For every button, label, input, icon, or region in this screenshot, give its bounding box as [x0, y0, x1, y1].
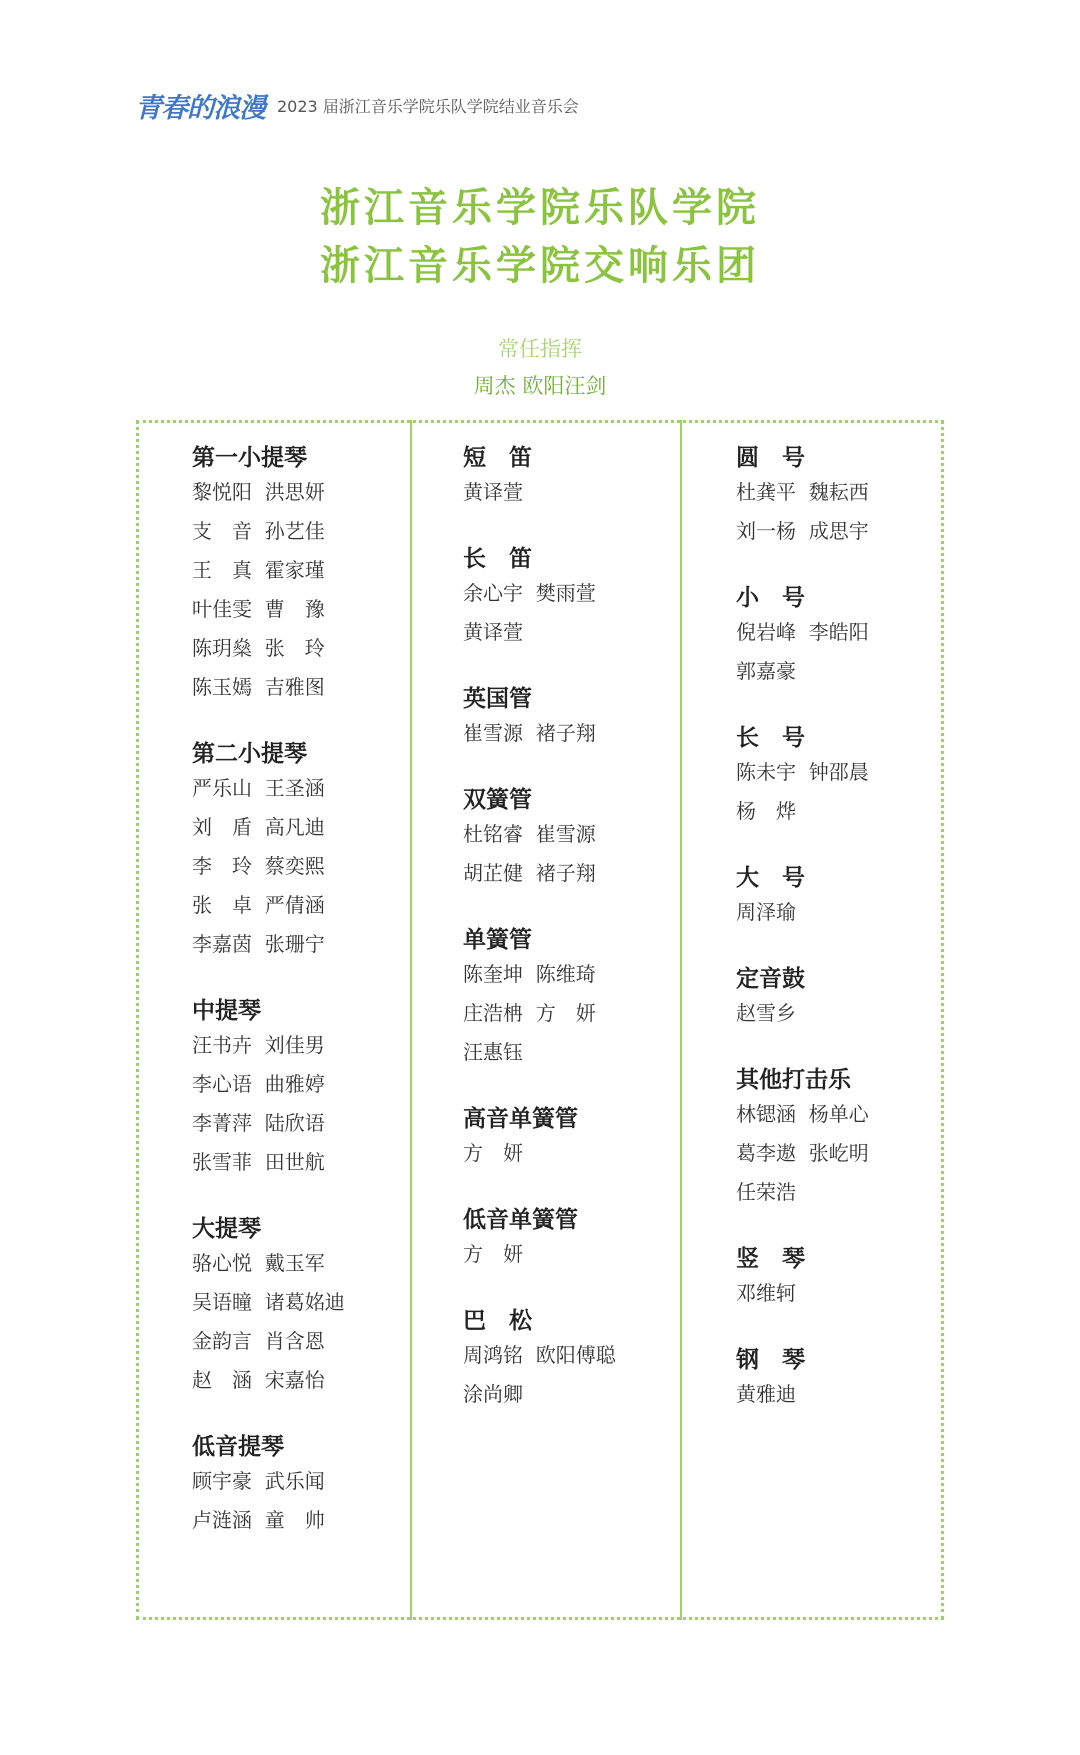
instrument-section [463, 685, 616, 746]
instrument-section [736, 864, 869, 925]
member-names: 黎悦阳 洪思妍 [192, 480, 325, 504]
member-names: 杜龚平 魏耘西 [736, 480, 869, 504]
instrument-section [736, 724, 869, 824]
member-names: 杨 烨 [736, 799, 796, 823]
roster-column-brass-percussion [736, 444, 869, 1447]
member-names: 任荣浩 [736, 1180, 796, 1204]
section-title: 第二小提琴 [192, 741, 307, 767]
section-title: 第一小提琴 [192, 445, 307, 471]
title-line-1: 浙江音乐学院乐队学院 [320, 185, 760, 231]
member-names: 刘 盾 高凡迪 [192, 815, 325, 839]
section-title: 长 笛 [463, 546, 532, 572]
member-names: 周泽瑜 [736, 900, 796, 924]
instrument-section [192, 444, 345, 700]
section-title: 圆 号 [736, 445, 805, 471]
member-names: 方 妍 [463, 1242, 523, 1266]
member-names: 陈玉嫣 吉雅图 [192, 675, 325, 699]
instrument-section [463, 444, 616, 505]
roster-column-woodwinds [463, 444, 616, 1447]
member-names: 李心语 曲雅婷 [192, 1072, 325, 1096]
member-names: 汪惠钰 [463, 1040, 523, 1064]
member-names: 黄译萱 [463, 480, 523, 504]
instrument-section [463, 1206, 616, 1267]
roster-column-strings [192, 444, 345, 1573]
member-names: 林锶涵 杨单心 [736, 1102, 869, 1126]
section-title: 钢 琴 [736, 1347, 805, 1373]
member-names: 卢涟涵 童 帅 [192, 1508, 325, 1532]
section-title: 竖 琴 [736, 1246, 805, 1272]
page-header [135, 86, 579, 125]
member-names: 庄浩柟 方 妍 [463, 1001, 596, 1025]
member-names: 张雪菲 田世航 [192, 1150, 325, 1174]
section-title: 单簧管 [463, 927, 532, 953]
member-names: 涂尚卿 [463, 1382, 523, 1406]
member-names: 刘一杨 成思宇 [736, 519, 869, 543]
section-title: 长 号 [736, 725, 805, 751]
member-names: 陈奎坤 陈维琦 [463, 962, 596, 986]
member-names: 黄雅迪 [736, 1382, 796, 1406]
member-names: 李嘉茵 张珊宁 [192, 932, 325, 956]
conductor-names: 周杰 欧阳汪剑 [473, 374, 607, 398]
member-names: 叶佳雯 曹 豫 [192, 597, 325, 621]
member-names: 骆心悦 戴玉军 [192, 1251, 325, 1275]
column-divider [410, 420, 412, 1620]
section-title: 巴 松 [463, 1308, 532, 1334]
member-names: 严乐山 王圣涵 [192, 776, 325, 800]
member-names: 吴语瞳 诸葛姳迪 [192, 1290, 345, 1314]
member-names: 李菁萍 陆欣语 [192, 1111, 325, 1135]
member-names: 郭嘉豪 [736, 659, 796, 683]
member-names: 支 音 孙艺佳 [192, 519, 325, 543]
instrument-section [192, 1215, 345, 1393]
member-names: 葛李遨 张屹明 [736, 1141, 869, 1165]
member-names: 杜铭睿 崔雪源 [463, 822, 596, 846]
instrument-section [463, 926, 616, 1065]
member-names: 赵雪乡 [736, 1001, 796, 1025]
section-title: 小 号 [736, 585, 805, 611]
member-names: 陈未宇 钟邵晨 [736, 760, 869, 784]
member-names: 金韵言 肖含恩 [192, 1329, 325, 1353]
member-names: 李 玲 蔡奕熙 [192, 854, 325, 878]
section-title: 定音鼓 [736, 966, 805, 992]
header-subtitle: 2023 届浙江音乐学院乐队学院结业音乐会 [277, 97, 579, 116]
member-names: 顾宇豪 武乐闻 [192, 1469, 325, 1493]
logo: 青春的浪漫 [135, 93, 265, 124]
member-names: 余心宇 樊雨萱 [463, 581, 596, 605]
title-line-2: 浙江音乐学院交响乐团 [320, 243, 760, 289]
section-title: 低音单簧管 [463, 1207, 578, 1233]
instrument-section [192, 1433, 345, 1533]
instrument-section [736, 1066, 869, 1205]
member-names: 张 卓 严倩涵 [192, 893, 325, 917]
instrument-section [192, 997, 345, 1175]
column-divider [680, 420, 682, 1620]
instrument-section [463, 786, 616, 886]
member-names: 汪书卉 刘佳男 [192, 1033, 325, 1057]
instrument-section [736, 1346, 869, 1407]
member-names: 邓维轲 [736, 1281, 796, 1305]
instrument-section [192, 740, 345, 957]
member-names: 方 妍 [463, 1141, 523, 1165]
member-names: 周鸿铭 欧阳傅聪 [463, 1343, 616, 1367]
instrument-section [736, 965, 869, 1026]
member-names: 陈玥燊 张 玲 [192, 636, 325, 660]
section-title: 双簧管 [463, 787, 532, 813]
section-title: 英国管 [463, 686, 532, 712]
member-names: 崔雪源 褚子翔 [463, 721, 596, 745]
member-names: 倪岩峰 李皓阳 [736, 620, 869, 644]
member-names: 赵 涵 宋嘉怡 [192, 1368, 325, 1392]
section-title: 大 号 [736, 865, 805, 891]
member-names: 胡芷健 褚子翔 [463, 861, 596, 885]
instrument-section [736, 444, 869, 544]
member-names: 黄译萱 [463, 620, 523, 644]
instrument-section [736, 1245, 869, 1306]
instrument-section [736, 584, 869, 684]
section-title: 低音提琴 [192, 1434, 284, 1460]
instrument-section [463, 1307, 616, 1407]
section-title: 中提琴 [192, 998, 261, 1024]
section-title: 高音单簧管 [463, 1106, 578, 1132]
conductor-label: 常任指挥 [498, 337, 582, 361]
instrument-section [463, 545, 616, 645]
section-title: 短 笛 [463, 445, 532, 471]
section-title: 其他打击乐 [736, 1067, 851, 1093]
instrument-section [463, 1105, 616, 1166]
member-names: 王 真 霍家瑾 [192, 558, 325, 582]
section-title: 大提琴 [192, 1216, 261, 1242]
